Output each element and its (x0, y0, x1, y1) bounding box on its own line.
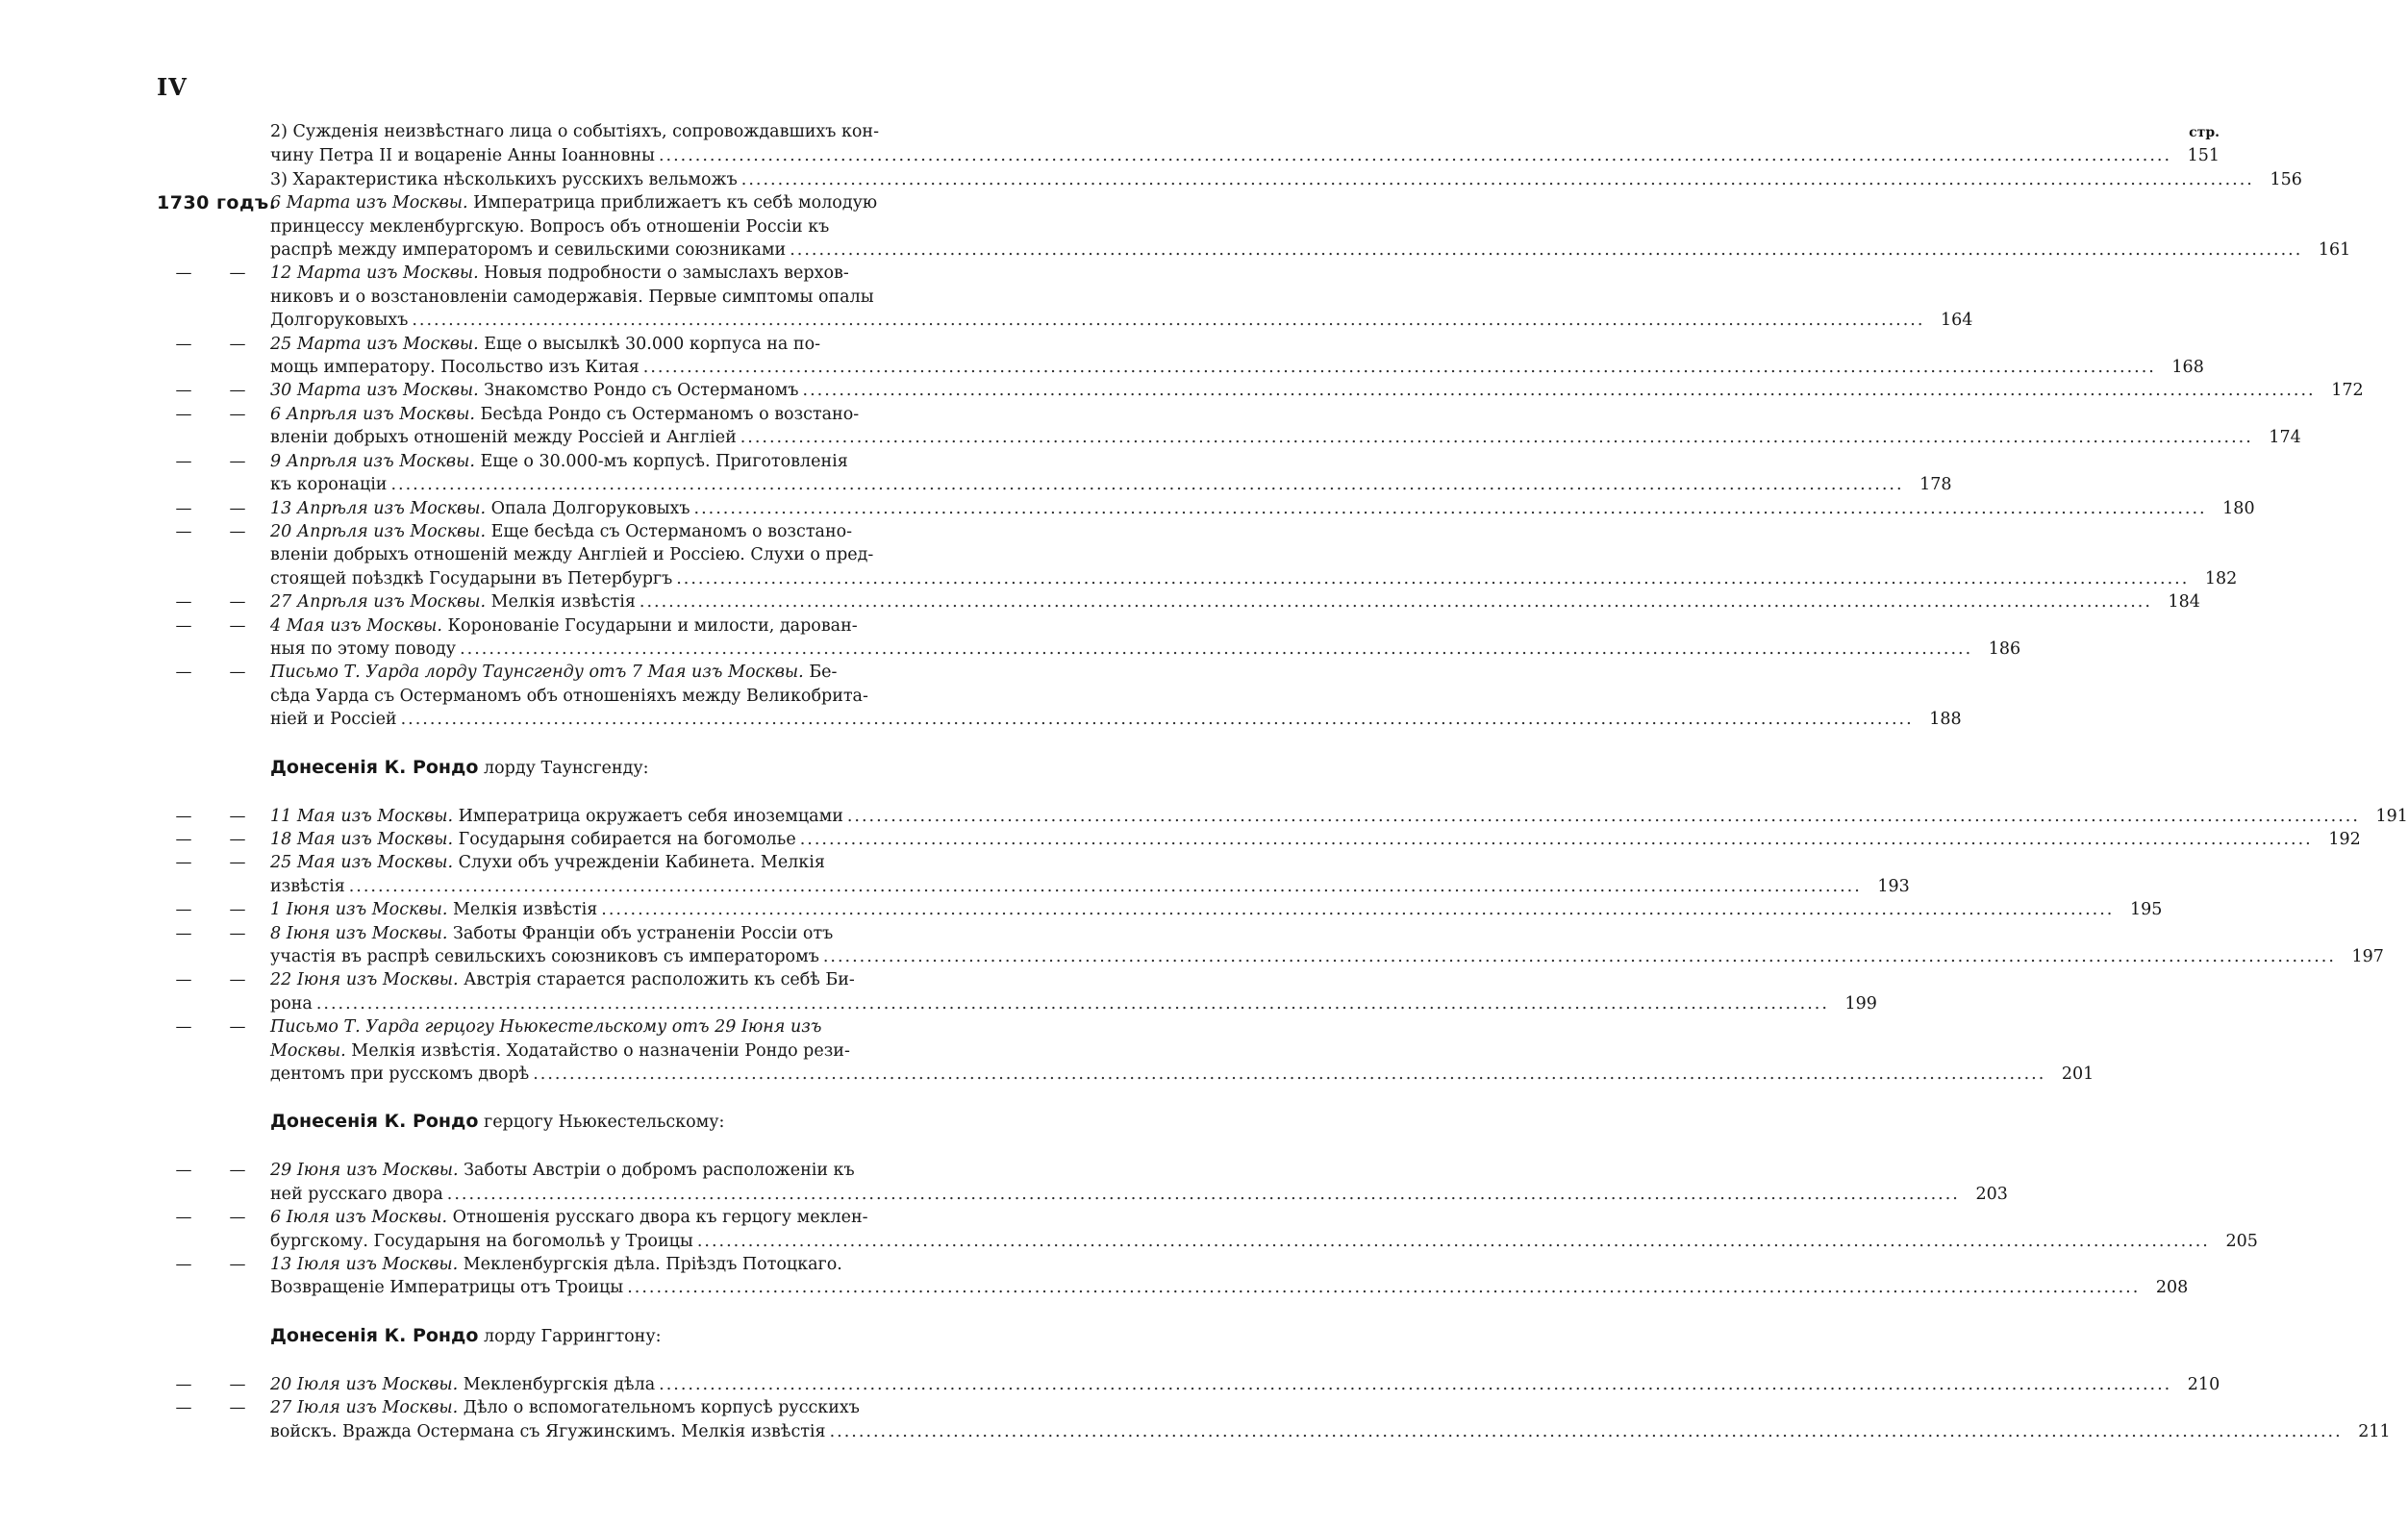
ditto-dash: — (175, 1255, 192, 1275)
section-heading: Донесенія К. Рондо герцогу Ньюкестельскому: (270, 1111, 725, 1133)
entry-text: ней русскаго двора (270, 1184, 443, 1204)
entry-line (270, 262, 1972, 285)
entry-left-column (157, 262, 270, 285)
dot-leader (627, 1276, 2140, 1299)
ditto-dash: — (229, 1208, 246, 1228)
entry-date: 22 Іюня изъ Москвы. (270, 970, 459, 990)
ditto-dash: — (229, 381, 246, 401)
toc-entry (157, 1396, 2391, 1443)
page-ref: 180 (2222, 498, 2255, 518)
entry-line (270, 120, 2220, 144)
ditto-dash: — (229, 663, 246, 683)
entry-date: 27 Апрѣля изъ Москвы. (270, 592, 487, 613)
entry-body (270, 450, 1952, 497)
ditto-dash: — (229, 970, 246, 990)
dot-leader (460, 638, 1972, 661)
entry-left-column (157, 1253, 270, 1276)
entry-left-column (157, 403, 270, 426)
entry-text: ныя по этому поводу (270, 638, 457, 659)
ditto-dash: — (175, 970, 192, 990)
toc-entry (157, 898, 2163, 921)
entry-line (270, 968, 1877, 991)
entry-line (270, 1276, 2188, 1299)
entry-date: 30 Марта изъ Москвы. (270, 381, 479, 401)
section-heading: Донесенія К. Рондо лорду Таунсгенду: (270, 756, 649, 778)
entry-date: 18 Мая изъ Москвы. (270, 829, 454, 849)
entry-text: чину Петра II и воцареніе Анны Іоанновны (270, 146, 655, 166)
ditto-dash: — (175, 381, 192, 401)
ditto-dash: — (175, 263, 192, 284)
entry-line (270, 851, 1910, 874)
entry-left-column (157, 1015, 270, 1039)
entry-line (270, 1015, 2094, 1039)
page-ref: 208 (2155, 1278, 2189, 1298)
toc-entry (157, 262, 1973, 332)
entry-date: 12 Марта изъ Москвы. (270, 263, 479, 284)
entry-body (270, 333, 2204, 380)
ditto-dash: — (229, 404, 246, 424)
entry-line (270, 685, 1962, 708)
ditto-dash: — (229, 806, 246, 826)
entry-body (270, 1159, 2008, 1206)
entry-body (270, 1206, 2258, 1253)
table-of-contents (157, 120, 2408, 1443)
dot-leader (316, 992, 1829, 1015)
ditto-dash: — (175, 900, 192, 920)
entry-text: Возвращеніе Императрицы отъ Троицы (270, 1278, 624, 1298)
entry-text: Долгоруковыхъ (270, 311, 409, 331)
toc-entry (157, 403, 2301, 450)
entry-line (270, 238, 2350, 262)
entry-date: 13 Апрѣля изъ Москвы. (270, 498, 487, 518)
ditto-dash: — (175, 1374, 192, 1394)
entry-text: 2) Сужденія неизвѣстнаго лица о событіяхъ, сопровождавшихъ кон- (270, 122, 879, 141)
page-ref: 161 (2318, 240, 2351, 261)
dot-leader (401, 708, 1914, 731)
entry-line (270, 828, 2361, 851)
entry-date: 13 Іюля изъ Москвы. (270, 1255, 459, 1275)
entry-left-column (157, 805, 270, 828)
entry-left-column (157, 191, 277, 214)
entry-line (270, 403, 2301, 426)
entry-text (270, 1015, 821, 1039)
entry-left-column (157, 590, 270, 613)
page-ref: 168 (2171, 358, 2204, 378)
dot-leader (800, 828, 2313, 851)
entry-text: 20 Іюля изъ Москвы. Мекленбургскія дѣла (270, 1374, 656, 1394)
entry-date: 25 Марта изъ Москвы. (270, 334, 479, 354)
entry-date: 6 Марта изъ Москвы. (270, 193, 468, 213)
entry-line (270, 1183, 2008, 1206)
dot-leader (447, 1183, 1960, 1206)
entry-date: 11 Мая изъ Москвы. (270, 806, 454, 826)
entry-line (270, 1063, 2094, 1086)
ditto-dash: — (229, 1374, 246, 1394)
ditto-dash: — (175, 923, 192, 943)
toc-entry (157, 379, 2364, 402)
entry-line (270, 497, 2255, 520)
entry-left-column (157, 450, 270, 473)
toc-entry (157, 1373, 2220, 1396)
dot-leader (694, 497, 2207, 520)
ditto-dash: — (229, 1017, 246, 1038)
toc-entry (157, 1159, 2008, 1206)
entry-text: ніей и Россіей (270, 710, 397, 730)
entry-body (270, 191, 2350, 262)
entry-line (270, 1253, 2188, 1276)
ditto-dash: — (229, 615, 246, 636)
entry-line (270, 1039, 2094, 1063)
toc-entry (157, 968, 1877, 1015)
ditto-dash: — (229, 592, 246, 613)
entry-body (270, 1253, 2188, 1300)
entry-line (270, 450, 1952, 473)
entry-line (270, 1159, 2008, 1182)
entry-text: 6 Апрѣля изъ Москвы. Бесѣда Рондо съ Остерманомъ о возстано- (270, 404, 860, 424)
ditto-dash: — (175, 404, 192, 424)
entry-date: 6 Іюля изъ Москвы. (270, 1208, 448, 1228)
entry-line (270, 945, 2384, 968)
ditto-dash: — (229, 1255, 246, 1275)
entry-left-column (157, 379, 270, 402)
entry-text: 29 Іюня изъ Москвы. Заботы Австріи о добромъ расположеніи къ (270, 1161, 855, 1181)
entry-text: 8 Іюня изъ Москвы. Заботы Франціи объ устраненіи Россіи отъ (270, 923, 834, 943)
ditto-dash: — (229, 498, 246, 518)
dot-leader (640, 590, 2152, 613)
page-ref: 174 (2269, 428, 2301, 448)
ditto-dash: — (175, 853, 192, 873)
entry-line (270, 379, 2364, 402)
ditto-dash: — (175, 829, 192, 849)
toc-entry (157, 851, 1910, 898)
entry-body (270, 851, 1910, 898)
year-label: 1730 годъ. (157, 192, 277, 214)
entry-date: Москвы. (270, 1040, 346, 1061)
entry-line (270, 1206, 2258, 1229)
entry-left-column (157, 828, 270, 851)
entry-text: рона (270, 993, 313, 1014)
page-ref: 178 (1919, 475, 1952, 495)
ditto-dash: — (175, 498, 192, 518)
entry-text: распрѣ между императоромъ и севильскими союзниками (270, 240, 787, 261)
entry-date: 29 Іюня изъ Москвы. (270, 1161, 459, 1181)
entry-line (270, 638, 2020, 661)
ditto-dash: — (229, 263, 246, 284)
entry-left-column (157, 922, 270, 945)
ditto-dash: — (175, 615, 192, 636)
entry-left-column (157, 1206, 270, 1229)
entry-body (270, 968, 1877, 1015)
toc-entry (157, 168, 2302, 191)
entry-text: принцессу мекленбургскую. Вопросъ объ отношеніи Россіи къ (270, 216, 830, 237)
page-ref: 201 (2061, 1064, 2094, 1085)
entry-left-column (157, 851, 270, 874)
entry-body (270, 403, 2301, 450)
entry-date: 25 Мая изъ Москвы. (270, 853, 454, 873)
entry-body (270, 590, 2200, 613)
entry-body (270, 828, 2361, 851)
dot-leader (790, 238, 2302, 262)
entry-left-column (157, 520, 270, 543)
page-ref: 197 (2351, 947, 2384, 966)
entry-left-column (157, 497, 270, 520)
ditto-dash: — (229, 853, 246, 873)
entry-line (270, 191, 2350, 214)
entry-text: 18 Мая изъ Москвы. Государыня собирается на богомолье (270, 829, 796, 849)
page-ref: 151 (2187, 146, 2220, 166)
page-ref: 186 (1988, 638, 2021, 659)
toc-entry (157, 520, 2238, 590)
entry-line (270, 614, 2020, 638)
dot-leader (659, 1373, 2171, 1396)
entry-text: участія въ распрѣ севильскихъ союзниковъ съ императоромъ (270, 947, 819, 966)
entry-date: 9 Апрѣля изъ Москвы. (270, 451, 475, 471)
entry-line (270, 992, 1877, 1015)
page-ref: 182 (2204, 568, 2238, 588)
entry-text: 3) Характеристика нѣсколькихъ русскихъ вельможъ (270, 169, 738, 189)
ditto-dash: — (175, 521, 192, 541)
entry-left-column (157, 333, 270, 356)
entry-line (270, 898, 2162, 921)
entry-line (270, 215, 2350, 238)
ditto-dash: — (229, 451, 246, 471)
entry-text: 6 Іюля изъ Москвы. Отношенія русскаго двора къ герцогу меклен- (270, 1208, 868, 1228)
page-ref: 172 (2331, 381, 2364, 401)
entry-date: Письмо Т. Уарда герцогу Ньюкестельскому отъ 29 Іюня изъ (270, 1017, 822, 1038)
entry-text: вленіи добрыхъ отношеній между Англіей и Россіею. Слухи о пред- (270, 545, 874, 565)
entry-line (270, 520, 2237, 543)
entry-text: извѣстія (270, 876, 345, 896)
ditto-dash: — (175, 592, 192, 613)
entry-body (270, 379, 2364, 402)
entry-text: войскъ. Вражда Остермана съ Ягужинскимъ. Мелкія извѣстія (270, 1421, 826, 1441)
entry-line (270, 590, 2200, 613)
entry-text: никовъ и о возстановленіи самодержавія. Первые симптомы опалы (270, 287, 874, 307)
toc-entry (157, 191, 2351, 262)
entry-body (270, 120, 2220, 168)
page-ref: 193 (1877, 876, 1910, 896)
page-ref: 156 (2270, 169, 2302, 189)
toc-entry (157, 1015, 2094, 1086)
ditto-dash: — (229, 900, 246, 920)
dot-leader (643, 356, 2156, 379)
entry-text: 11 Мая изъ Москвы. Императрица окружаетъ себя иноземцами (270, 806, 843, 826)
toc-entry (157, 120, 2220, 168)
entry-line (270, 168, 2302, 191)
entry-body (270, 805, 2408, 828)
entry-date: 20 Іюля изъ Москвы. (270, 1374, 459, 1394)
entry-line (270, 333, 2204, 356)
entry-line (270, 1420, 2391, 1443)
entry-text: Письмо Т. Уарда лорду Таунсгенду отъ 7 Мая изъ Москвы. Бе- (270, 663, 838, 683)
page-column-label: стр. (2189, 125, 2220, 140)
ditto-dash: — (229, 829, 246, 849)
entry-line (270, 922, 2384, 945)
entry-text: сѣда Уарда съ Остерманомъ объ отношеніяхъ между Великобрита- (270, 686, 868, 706)
entry-left-column (157, 1373, 270, 1396)
entry-text: стоящей поѣздкѣ Государыни въ Петербургъ (270, 568, 673, 588)
dot-leader (676, 567, 2189, 590)
entry-body (270, 1396, 2391, 1443)
entry-text: 13 Апрѣля изъ Москвы. Опала Долгоруковыхъ (270, 498, 690, 518)
entry-line (270, 286, 1972, 309)
page-ref: 188 (1929, 710, 1962, 730)
entry-date: 8 Іюня изъ Москвы. (270, 923, 448, 943)
page-ref: 211 (2358, 1421, 2391, 1441)
entry-date: 4 Мая изъ Москвы. (270, 615, 442, 636)
entry-text: 4 Мая изъ Москвы. Коронованіе Государыни и милости, дарован- (270, 615, 858, 636)
entry-text: 25 Марта изъ Москвы. Еще о высылкѣ 30.000 корпуса на по- (270, 334, 821, 354)
entry-date: 6 Апрѣля изъ Москвы. (270, 404, 475, 424)
toc-entry (157, 497, 2255, 520)
entry-text: мощь императору. Посольство изъ Китая (270, 358, 640, 378)
toc-entry (157, 1206, 2258, 1253)
entry-text: бургскому. Государыня на богомольѣ у Троицы (270, 1231, 693, 1251)
ditto-dash: — (229, 1161, 246, 1181)
ditto-dash: — (229, 521, 246, 541)
entry-line (270, 426, 2301, 449)
page-ref: 203 (1975, 1184, 2008, 1204)
entry-line (270, 543, 2237, 566)
dot-leader (601, 898, 2114, 921)
entry-body (270, 520, 2237, 590)
entry-date: 27 Іюля изъ Москвы. (270, 1398, 459, 1418)
entry-left-column (157, 614, 270, 638)
entry-left-column (157, 1396, 270, 1419)
dot-leader (349, 875, 1862, 898)
ditto-dash: — (175, 806, 192, 826)
entry-text: 6 Марта изъ Москвы. Императрица приближаетъ къ себѣ молодую (270, 193, 878, 213)
dot-leader (847, 805, 2360, 828)
entry-body (270, 497, 2255, 520)
dot-leader (830, 1420, 2343, 1443)
page-ref: 191 (2375, 806, 2408, 826)
entry-body (270, 898, 2162, 921)
dot-leader (533, 1063, 2045, 1086)
entry-text: 27 Апрѣля изъ Москвы. Мелкія извѣстія (270, 592, 636, 613)
entry-text: Москвы. Мелкія извѣстія. Ходатайство о назначеніи Рондо рези- (270, 1040, 850, 1061)
entry-date: 20 Апрѣля изъ Москвы. (270, 521, 487, 541)
ditto-dash: — (175, 1398, 192, 1418)
entry-text: 9 Апрѣля изъ Москвы. Еще о 30.000-мъ корпусѣ. Приготовленія (270, 451, 848, 471)
entry-body (270, 1373, 2220, 1396)
entry-date: 1 Іюня изъ Москвы. (270, 900, 448, 920)
entry-line (270, 875, 1910, 898)
entry-text: къ коронаціи (270, 475, 388, 495)
dot-leader (740, 426, 2253, 449)
toc-entry (157, 828, 2361, 851)
entry-text: 1 Іюня изъ Москвы. Мелкія извѣстія (270, 900, 598, 920)
section-heading-bold: Донесенія К. Рондо (270, 1324, 479, 1346)
toc-entry (157, 333, 2204, 380)
ditto-dash: — (175, 663, 192, 683)
entry-line (270, 1373, 2220, 1396)
toc-entry (157, 614, 2021, 662)
entry-line (270, 1230, 2258, 1253)
dot-leader (741, 168, 2254, 191)
dot-leader (659, 144, 2171, 167)
dot-leader (412, 309, 1924, 332)
entry-date: Письмо Т. Уарда лорду Таунсгенду отъ 7 Мая изъ Москвы. (270, 663, 804, 683)
entry-body (270, 168, 2302, 191)
entry-left-column (157, 898, 270, 921)
entry-line (270, 144, 2220, 167)
ditto-dash: — (229, 1398, 246, 1418)
page-ref: 210 (2187, 1374, 2220, 1394)
dot-leader (823, 945, 2336, 968)
page-ref: 192 (2328, 829, 2361, 849)
entry-text: 13 Іюля изъ Москвы. Мекленбургскія дѣла. Пріѣздъ Потоцкаго. (270, 1255, 842, 1275)
entry-line (270, 309, 1972, 332)
entry-left-column (157, 661, 270, 684)
ditto-dash: — (229, 923, 246, 943)
toc-entry (157, 922, 2384, 969)
section-heading-bold: Донесенія К. Рондо (270, 756, 479, 778)
entry-text: вленіи добрыхъ отношеній между Россіей и Англіей (270, 428, 737, 448)
entry-body (270, 614, 2020, 662)
entry-text: 22 Іюня изъ Москвы. Австрія старается расположить къ себѣ Би- (270, 970, 855, 990)
dot-leader (803, 379, 2316, 402)
entry-line (270, 473, 1952, 496)
page-ref: 195 (2129, 900, 2163, 920)
entry-line (270, 805, 2408, 828)
ditto-dash: — (175, 1161, 192, 1181)
toc-entry (157, 450, 1952, 497)
ditto-dash: — (175, 1208, 192, 1228)
section-heading: Донесенія К. Рондо лорду Гаррингтону: (270, 1324, 662, 1346)
entry-text: 30 Марта изъ Москвы. Знакомство Рондо съ Остерманомъ (270, 381, 799, 401)
entry-left-column (157, 968, 270, 991)
entry-text: дентомъ при русскомъ дворѣ (270, 1064, 530, 1085)
toc-entry (157, 805, 2408, 828)
page-ref: 164 (1941, 311, 1973, 331)
entry-body (270, 1015, 2094, 1086)
page-number: IV (157, 73, 188, 101)
entry-line (270, 567, 2237, 590)
ditto-dash: — (229, 334, 246, 354)
entry-left-column (157, 1159, 270, 1182)
section-heading-bold: Донесенія К. Рондо (270, 1111, 479, 1133)
toc-entry (157, 661, 1962, 731)
dot-leader (697, 1230, 2210, 1253)
page-ref: 199 (1844, 993, 1877, 1014)
ditto-dash: — (175, 451, 192, 471)
entry-line (270, 1396, 2391, 1419)
entry-text: 12 Марта изъ Москвы. Новыя подробности о замыслахъ верхов- (270, 263, 849, 284)
entry-text: 20 Апрѣля изъ Москвы. Еще бесѣда съ Остерманомъ о возстано- (270, 521, 853, 541)
page-ref: 184 (2168, 592, 2200, 613)
toc-entry (157, 1253, 2189, 1300)
entry-text: 25 Мая изъ Москвы. Слухи объ учрежденіи Кабинета. Мелкія (270, 853, 825, 873)
ditto-dash: — (175, 1017, 192, 1038)
ditto-dash: — (175, 334, 192, 354)
entry-line (270, 661, 1962, 684)
toc-entry (157, 590, 2200, 613)
entry-text: 27 Іюля изъ Москвы. Дѣло о вспомогательномъ корпусѣ русскихъ (270, 1398, 860, 1418)
page-ref: 205 (2225, 1231, 2258, 1251)
entry-line (270, 356, 2204, 379)
dot-leader (390, 473, 1903, 496)
entry-body (270, 922, 2384, 969)
entry-line (270, 708, 1962, 731)
entry-body (270, 661, 1962, 731)
entry-body (270, 262, 1972, 332)
